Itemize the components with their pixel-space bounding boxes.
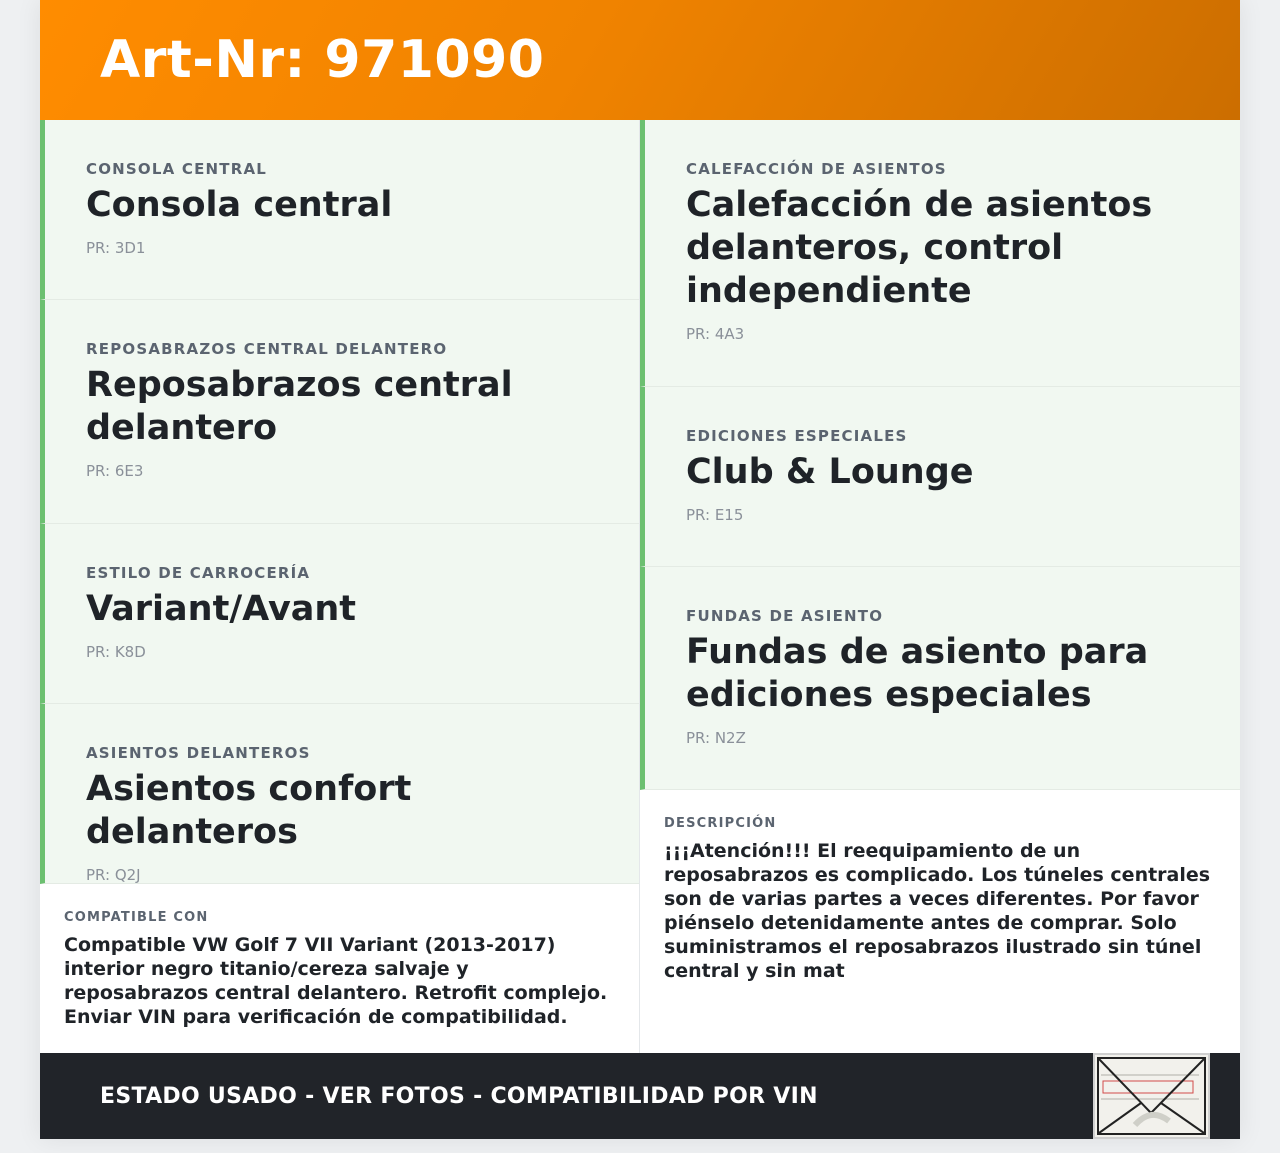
option-pr-code: PR: Q2J	[86, 866, 141, 884]
option-category: EDICIONES ESPECIALES	[686, 427, 908, 445]
option-category: ESTILO DE CARROCERÍA	[86, 564, 311, 582]
label-sheet	[40, 0, 1240, 1139]
description-section	[640, 790, 1240, 1053]
part-label-thumbnail	[1093, 1053, 1210, 1139]
option-card	[640, 120, 1240, 387]
option-pr-code: PR: 4A3	[686, 325, 745, 343]
option-card	[640, 387, 1240, 567]
options-grid	[40, 120, 1240, 1053]
option-card	[640, 567, 1240, 790]
description-label: DESCRIPCIÓN	[664, 816, 777, 831]
option-category: CALEFACCIÓN DE ASIENTOS	[686, 160, 947, 178]
footer-status-text: ESTADO USADO - VER FOTOS - COMPATIBILIDAD POR VIN	[100, 1083, 818, 1109]
left-column	[40, 120, 640, 1053]
option-title: Reposabrazos central delantero	[86, 365, 513, 448]
description-text: ¡¡¡Atención!!! El reequipamiento de un reposabrazos es complicado. Los túneles centrales son de varias partes a veces diferentes. Por favor piénselo detenidamente antes de comprar. Solo suministramos el reposabrazos ilustrado sin túnel central y sin mat	[664, 840, 1211, 982]
option-category: CONSOLA CENTRAL	[86, 160, 268, 178]
label-photo-icon	[1095, 1055, 1208, 1137]
option-title: Asientos confort delanteros	[86, 769, 412, 852]
compatibility-section	[40, 884, 639, 1053]
option-card	[40, 704, 639, 884]
option-title: Variant/Avant	[86, 589, 357, 629]
option-category: ASIENTOS DELANTEROS	[86, 744, 311, 762]
right-column	[640, 120, 1240, 1053]
option-card	[40, 120, 639, 300]
option-title: Calefacción de asientos delanteros, control independiente	[686, 185, 1153, 311]
option-card	[40, 300, 639, 524]
article-number-title: Art-Nr: 971090	[100, 30, 545, 90]
option-card	[40, 524, 639, 704]
header	[40, 0, 1240, 120]
option-category: REPOSABRAZOS CENTRAL DELANTERO	[86, 340, 448, 358]
option-pr-code: PR: K8D	[86, 643, 146, 661]
option-title: Consola central	[86, 185, 393, 225]
compatibility-text: Compatible VW Golf 7 VII Variant (2013-2017) interior negro titanio/cereza salvaje y reposabrazos central delantero. Retrofit complejo. Enviar VIN para verificación de compatibilidad.	[64, 934, 608, 1028]
option-pr-code: PR: N2Z	[686, 729, 746, 747]
option-pr-code: PR: 3D1	[86, 239, 146, 257]
option-category: FUNDAS DE ASIENTO	[686, 607, 884, 625]
option-title: Fundas de asiento para ediciones especiales	[686, 632, 1149, 715]
footer-bar	[40, 1053, 1240, 1139]
option-title: Club & Lounge	[686, 452, 974, 492]
option-pr-code: PR: E15	[686, 506, 744, 524]
compatibility-label: COMPATIBLE CON	[64, 910, 209, 925]
option-pr-code: PR: 6E3	[86, 462, 144, 480]
